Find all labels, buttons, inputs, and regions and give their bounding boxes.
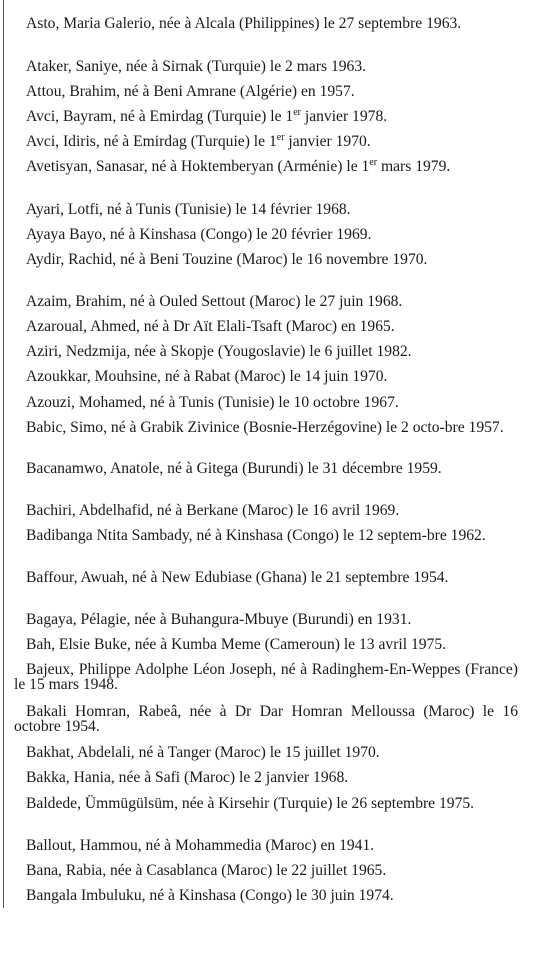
list-entry: Bangala Imbuluku, né à Kinshasa (Congo) le 30 juin 1974. <box>26 887 394 904</box>
list-entry: Azaroual, Ahmed, né à Dr Aït Elali-Tsaft (Maroc) en 1965. <box>26 318 395 335</box>
list-entry: Ayari, Lotfi, né à Tunis (Tunisie) le 14 février 1968. <box>26 201 351 218</box>
ordinal-suffix: er <box>276 132 285 143</box>
list-entry: Bana, Rabia, née à Casablanca (Maroc) le 22 juillet 1965. <box>26 862 387 879</box>
list-entry: Baffour, Awuah, né à New Edubiase (Ghana) le 21 septembre 1954. <box>26 569 449 586</box>
list-entry <box>14 109 518 124</box>
list-entry: Bachiri, Abdelhafid, né à Berkane (Maroc) le 16 avril 1969. <box>26 502 400 519</box>
list-entry: Bajeux, Philippe Adolphe Léon Joseph, né à Radinghem-En-Weppes (France) le 15 mars 1948. <box>14 661 518 693</box>
list-entry: Bagaya, Pélagie, née à Buhangura-Mbuye (Burundi) en 1931. <box>26 611 412 628</box>
list-entry: Azoukkar, Mouhsine, né à Rabat (Maroc) le 14 juin 1970. <box>26 368 388 385</box>
list-entry: Azouzi, Mohamed, né à Tunis (Tunisie) le 10 octobre 1967. <box>26 394 399 411</box>
list-entry: Bah, Elsie Buke, née à Kumba Meme (Cameroun) le 13 avril 1975. <box>26 636 447 653</box>
list-entry: Ataker, Saniye, née à Sirnak (Turquie) le 2 mars 1963. <box>26 58 367 75</box>
list-entry: Azaim, Brahim, né à Ouled Settout (Maroc) le 27 juin 1968. <box>26 293 403 310</box>
list-entry: Ayaya Bayo, né à Kinshasa (Congo) le 20 février 1969. <box>26 226 372 243</box>
list-entry: Ballout, Hammou, né à Mohammedia (Maroc) en 1941. <box>26 837 375 854</box>
list-entry <box>14 134 518 149</box>
list-entry: Babic, Simo, né à Grabik Zivinice (Bosnie-Herzégovine) le 2 octo-bre 1957. <box>26 419 504 436</box>
list-entry: Bakali Homran, Rabeâ, née à Dr Dar Homran Melloussa (Maroc) le 16 octobre 1954. <box>14 703 518 735</box>
list-entry: Aziri, Nedzmija, née à Skopje (Yougoslavie) le 6 juillet 1982. <box>26 343 412 360</box>
list-entry: Asto, Maria Galerio, née à Alcala (Philippines) le 27 septembre 1963. <box>26 15 462 32</box>
ordinal-suffix: er <box>293 107 301 118</box>
ordinal-suffix: er <box>369 157 378 168</box>
entry-text: mars 1979. <box>377 158 451 175</box>
list-entry: Baldede, Ümmügülsüm, née à Kirsehir (Turquie) le 26 septembre 1975. <box>26 795 475 812</box>
entry-text: Avetisyan, Sanasar, né à Hoktemberyan (Arménie) le 1 <box>26 158 370 175</box>
list-entry: Bakka, Hania, née à Safi (Maroc) le 2 janvier 1968. <box>26 769 349 786</box>
list-entry: Badibanga Ntita Sambady, né à Kinshasa (Congo) le 12 septem-bre 1962. <box>26 527 486 544</box>
list-entry: Bakhat, Abdelali, né à Tanger (Maroc) le 15 juillet 1970. <box>26 744 380 761</box>
list-entry: Bacanamwo, Anatole, né à Gitega (Burundi) le 31 décembre 1959. <box>26 460 442 477</box>
list-entry: Aydir, Rachid, né à Beni Touzine (Maroc) le 16 novembre 1970. <box>26 251 428 268</box>
entry-text: Avci, Idiris, né à Emirdag (Turquie) le 1 <box>26 133 277 150</box>
entry-text: Avci, Bayram, né à Emirdag (Turquie) le 1 <box>26 108 294 125</box>
list-entry: Attou, Brahim, né à Beni Amrane (Algérie) en 1957. <box>26 83 355 100</box>
entry-text: janvier 1978. <box>300 108 388 125</box>
list-entry <box>14 159 518 174</box>
entry-text: janvier 1970. <box>284 133 371 150</box>
